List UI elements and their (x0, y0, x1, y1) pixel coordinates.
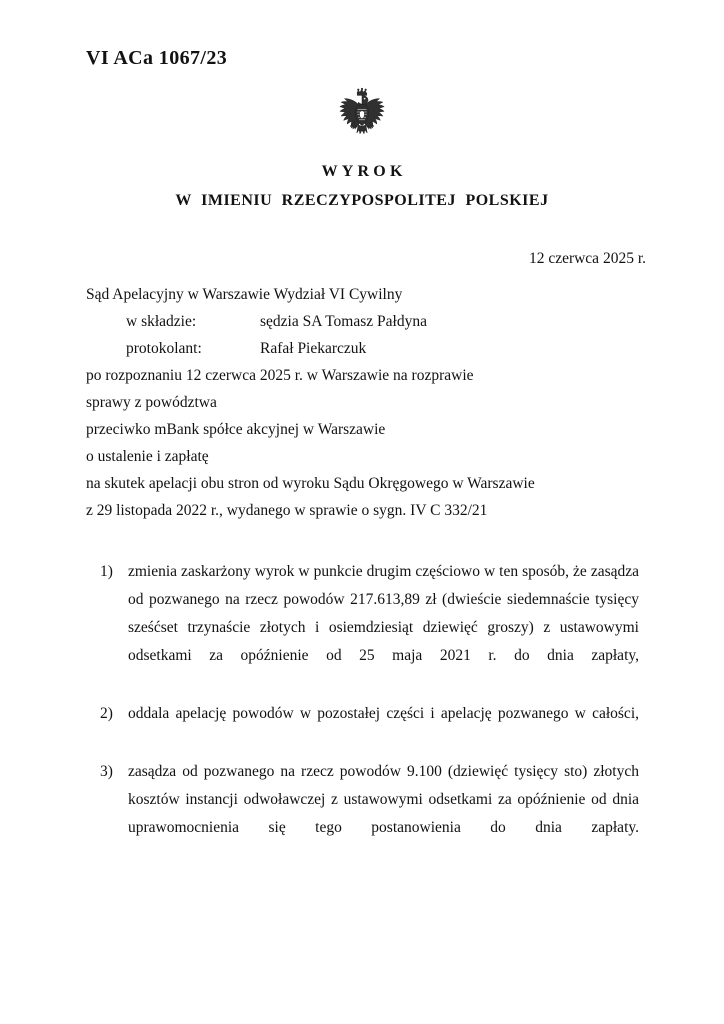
operative-part-list (86, 558, 639, 872)
clerk-line (86, 335, 642, 362)
panel-role-label: w składzie: (126, 313, 197, 330)
list-item-marker: 3) (100, 763, 113, 780)
list-item-text: zasądza od pozwanego na rzecz powodów 9.100 (dziewięć tysięcy sto) złotych kosztów instancji odwoławczej z ustawowymi odsetkami za opóźnienie od dnia uprawomocnienia się tego postanowienia do dnia zapłaty. (128, 763, 639, 836)
appeal-line: na skutek apelacji obu stron od wyroku Sądu Okręgowego w Warszawie (86, 475, 535, 492)
clerk-name: Rafał Piekarczuk (260, 340, 367, 357)
case-signature: VI ACa 1067/23 (86, 47, 228, 69)
list-item-text: oddala apelację powodów w pozostałej części i apelację pozwanego w całości, (128, 705, 639, 722)
panel-line (86, 308, 642, 335)
court-name: Sąd Apelacyjny w Warszawie Wydział VI Cywilny (86, 286, 403, 303)
lower-case-line: z 29 listopada 2022 r., wydanego w sprawie o sygn. IV C 332/21 (86, 502, 488, 519)
hearing-line: po rozpoznaniu 12 czerwca 2025 r. w Warszawie na rozprawie (86, 367, 474, 384)
page-subtitle: W IMIENIU RZECZYPOSPOLITEJ POLSKIEJ (175, 192, 549, 209)
subject-line: o ustalenie i zapłatę (86, 448, 209, 465)
clerk-role-label: protokolant: (126, 340, 202, 357)
polish-eagle-emblem-icon (333, 86, 391, 150)
list-item-marker: 2) (100, 705, 113, 722)
list-item (86, 758, 639, 870)
list-item-marker: 1) (100, 563, 113, 580)
plaintiff-line: sprawy z powództwa (86, 394, 217, 411)
preamble-block (86, 281, 642, 524)
emblem-container (0, 86, 724, 155)
judgment-date: 12 czerwca 2025 r. (528, 250, 646, 267)
defendant-line: przeciwko mBank spółce akcyjnej w Warszawie (86, 421, 386, 438)
panel-judge-name: sędzia SA Tomasz Pałdyna (260, 313, 427, 330)
list-item (86, 558, 639, 698)
page-title: WYROK (321, 163, 407, 180)
list-item (86, 700, 639, 756)
list-item-text: zmienia zaskarżony wyrok w punkcie drugim częściowo w ten sposób, że zasądza od pozwanego na rzecz powodów 217.613,89 zł (dwieście siedemnaście tysięcy sześćset trzynaście złotych i osiemdziesiąt dziewięć groszy) z ustawowymi odsetkami za opóźnienie od 25 maja 2021 r. do dnia zapłaty, (128, 563, 639, 664)
